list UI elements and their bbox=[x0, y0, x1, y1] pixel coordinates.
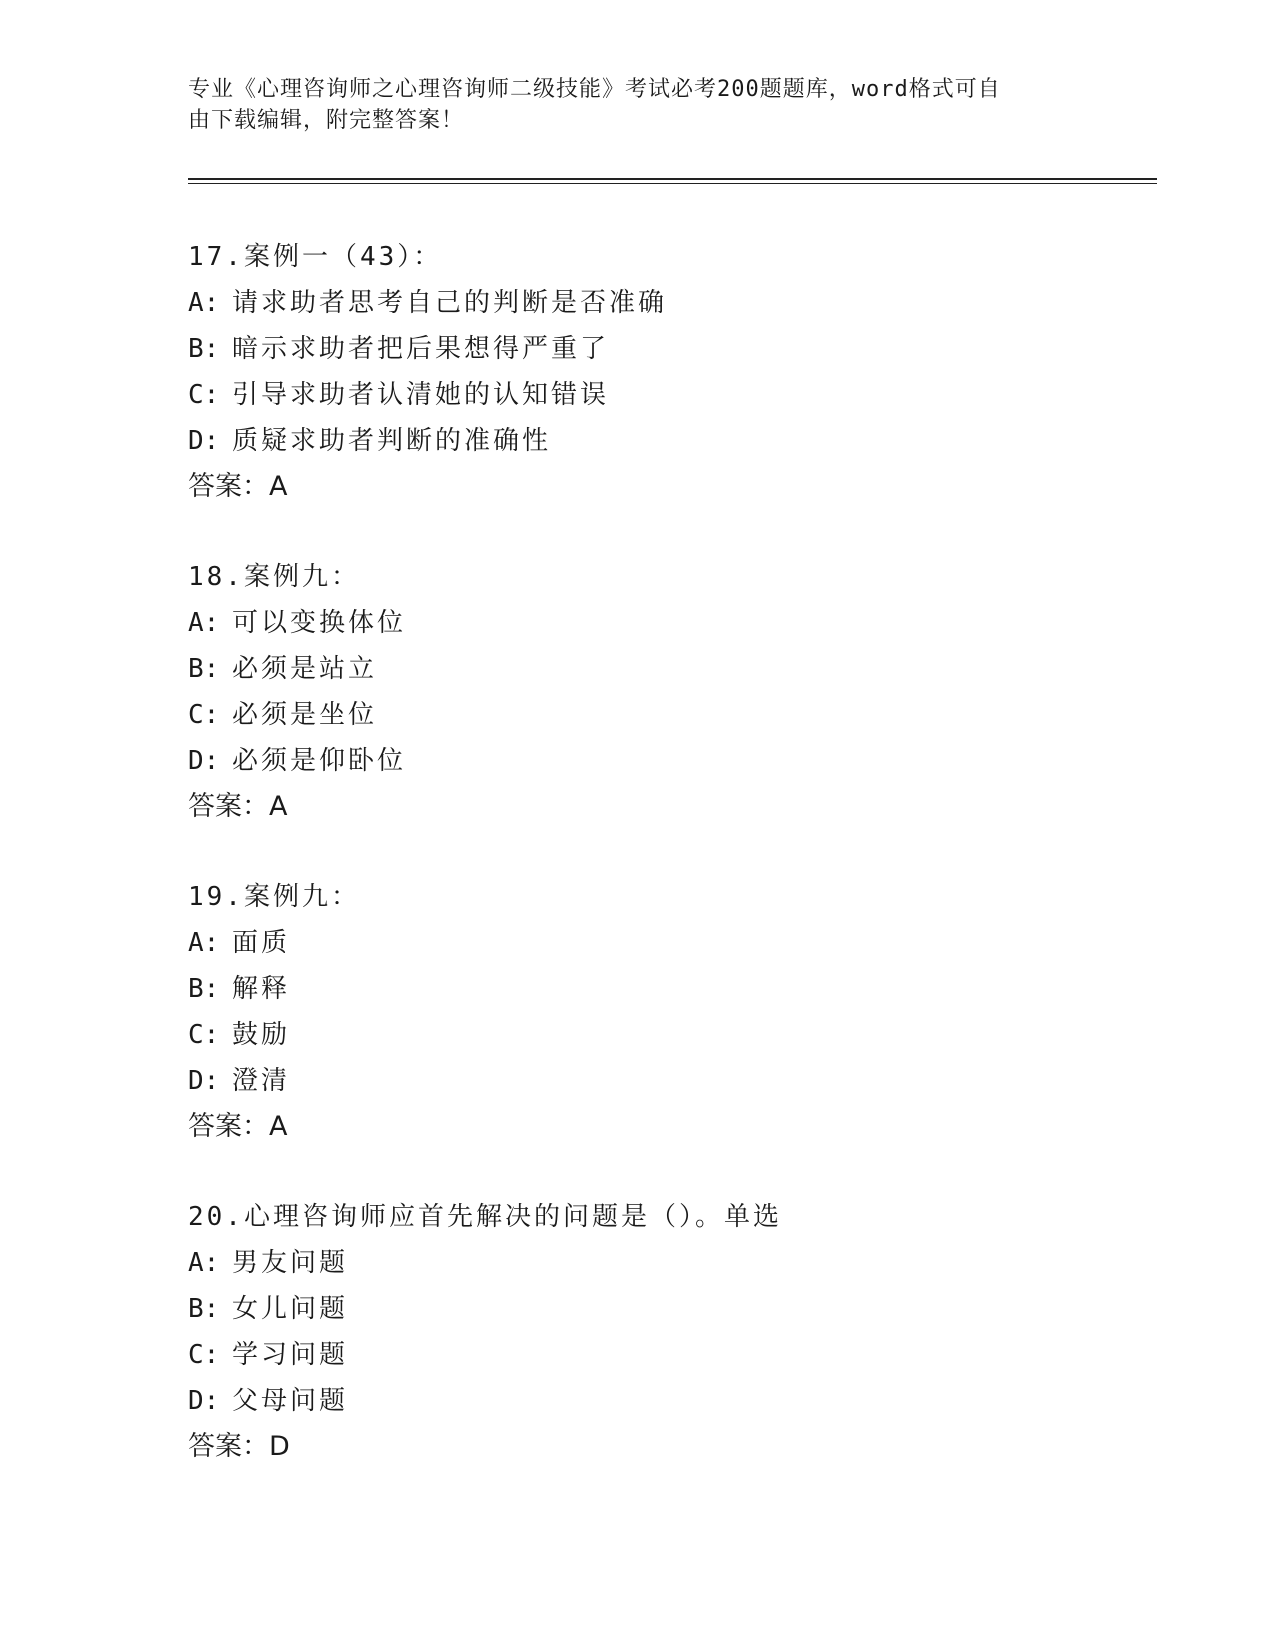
question-stem: 17.案例一（43）： bbox=[188, 242, 443, 272]
option-b bbox=[188, 966, 1138, 1012]
option-text: 必须是坐位 bbox=[232, 700, 378, 730]
option-text: 解释 bbox=[232, 974, 291, 1004]
question-list bbox=[188, 234, 1138, 1514]
option-text: 澄清 bbox=[232, 1066, 291, 1096]
option-text: 暗示求助者把后果想得严重了 bbox=[232, 334, 610, 364]
option-letter: C: bbox=[188, 700, 220, 730]
option-a bbox=[188, 600, 1138, 646]
option-letter: B: bbox=[188, 1294, 220, 1324]
option-text: 父母问题 bbox=[232, 1386, 349, 1416]
option-c bbox=[188, 1012, 1138, 1058]
header-divider-thick bbox=[188, 178, 1157, 180]
option-letter: D: bbox=[188, 426, 220, 456]
option-text: 引导求助者认清她的认知错误 bbox=[232, 380, 610, 410]
answer-line: 答案：A bbox=[188, 1111, 288, 1142]
header-line-2: 由下载编辑，附完整答案！ bbox=[188, 108, 465, 133]
option-d bbox=[188, 1378, 1138, 1424]
option-b bbox=[188, 1286, 1138, 1332]
option-d bbox=[188, 738, 1138, 784]
option-text: 可以变换体位 bbox=[232, 608, 407, 638]
option-text: 学习问题 bbox=[232, 1340, 349, 1370]
document-header bbox=[188, 74, 1068, 136]
option-b bbox=[188, 646, 1138, 692]
answer-line: 答案：D bbox=[188, 1431, 290, 1462]
question-18 bbox=[188, 554, 1138, 830]
question-20 bbox=[188, 1194, 1138, 1470]
option-text: 女儿问题 bbox=[232, 1294, 349, 1324]
question-stem: 18.案例九： bbox=[188, 562, 360, 592]
option-c bbox=[188, 692, 1138, 738]
option-letter: C: bbox=[188, 1020, 220, 1050]
option-c bbox=[188, 1332, 1138, 1378]
option-letter: A: bbox=[188, 608, 220, 638]
option-a bbox=[188, 280, 1138, 326]
option-letter: A: bbox=[188, 928, 220, 958]
question-19 bbox=[188, 874, 1138, 1150]
option-text: 请求助者思考自己的判断是否准确 bbox=[232, 288, 668, 318]
option-b bbox=[188, 326, 1138, 372]
option-text: 鼓励 bbox=[232, 1020, 291, 1050]
question-stem: 20.心理咨询师应首先解决的问题是（）。单选 bbox=[188, 1202, 782, 1232]
answer-line: 答案：A bbox=[188, 791, 288, 822]
option-a bbox=[188, 1240, 1138, 1286]
option-letter: D: bbox=[188, 746, 220, 776]
header-line-1: 专业《心理咨询师之心理咨询师二级技能》考试必考200题题库，word格式可自 bbox=[188, 77, 1001, 102]
option-letter: C: bbox=[188, 380, 220, 410]
option-text: 男友问题 bbox=[232, 1248, 349, 1278]
option-letter: A: bbox=[188, 288, 220, 318]
question-stem: 19.案例九： bbox=[188, 882, 360, 912]
question-17 bbox=[188, 234, 1138, 510]
option-d bbox=[188, 1058, 1138, 1104]
option-c bbox=[188, 372, 1138, 418]
option-letter: B: bbox=[188, 974, 220, 1004]
option-letter: D: bbox=[188, 1386, 220, 1416]
option-letter: D: bbox=[188, 1066, 220, 1096]
option-a bbox=[188, 920, 1138, 966]
option-text: 必须是站立 bbox=[232, 654, 378, 684]
option-text: 必须是仰卧位 bbox=[232, 746, 407, 776]
option-text: 质疑求助者判断的准确性 bbox=[232, 426, 552, 456]
option-letter: B: bbox=[188, 654, 220, 684]
option-d bbox=[188, 418, 1138, 464]
header-divider-thin bbox=[188, 183, 1157, 184]
answer-line: 答案：A bbox=[188, 471, 288, 502]
option-letter: C: bbox=[188, 1340, 220, 1370]
option-letter: A: bbox=[188, 1248, 220, 1278]
option-letter: B: bbox=[188, 334, 220, 364]
option-text: 面质 bbox=[232, 928, 291, 958]
